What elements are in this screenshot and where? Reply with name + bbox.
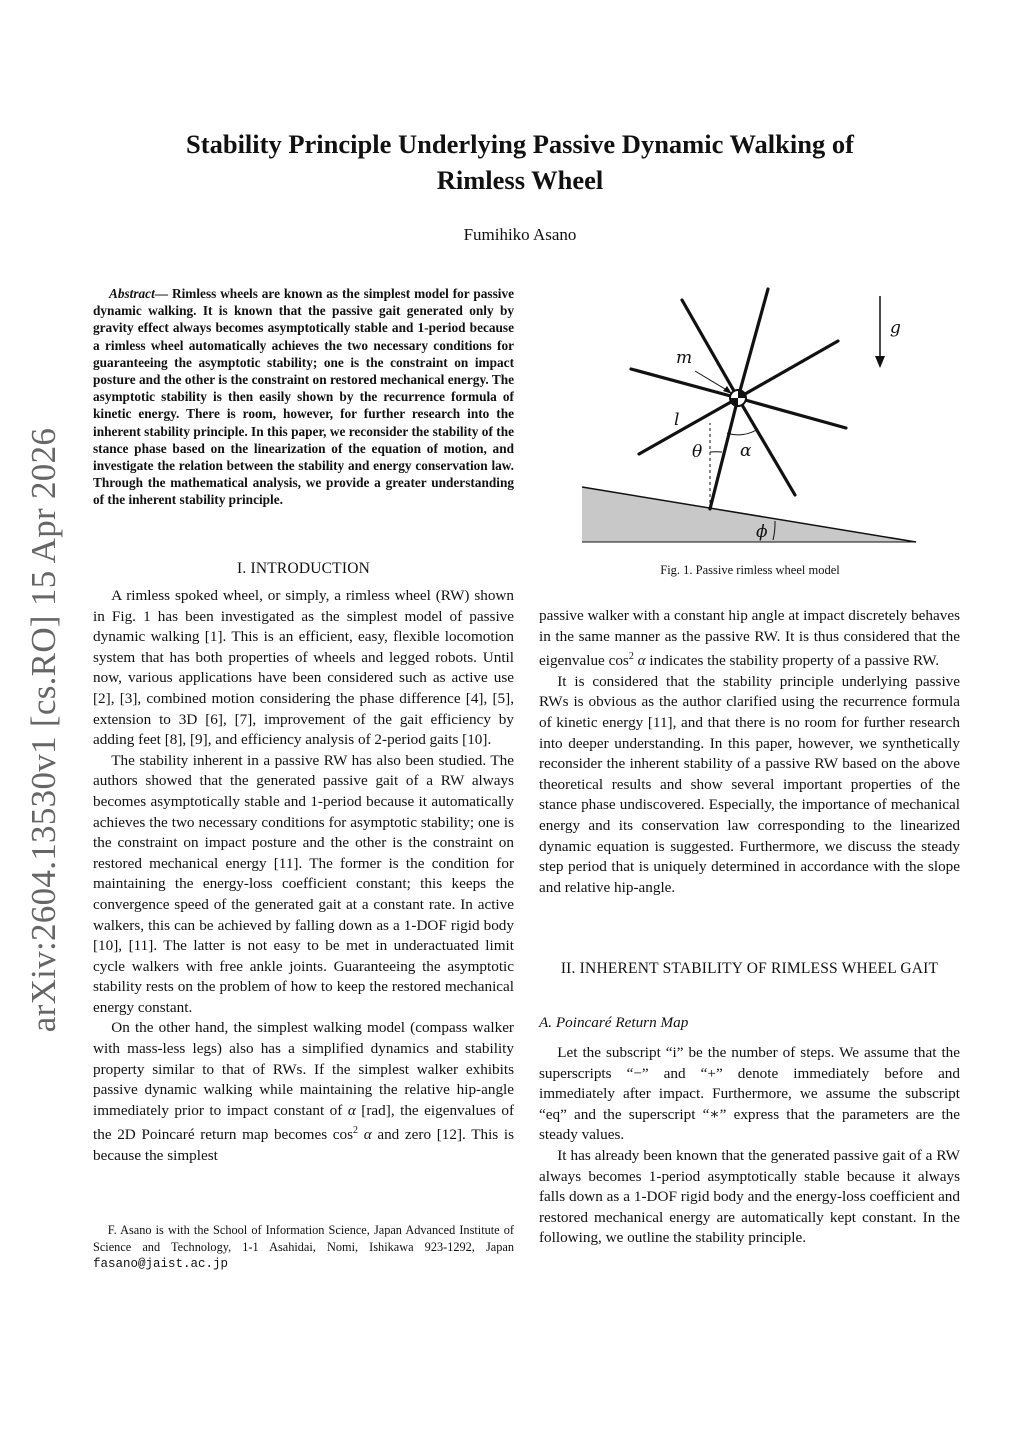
footnote bbox=[93, 1222, 514, 1273]
right-paragraph-3: Let the subscript “i” be the number of steps. We assume that the superscripts “−” and “+” denote immediately before and immediately after impact. Furthermore, we assume the subscript “eq” and the superscript “∗” express that the parameters are the steady values. bbox=[539, 1044, 960, 1144]
intro-paragraph-2: The stability inherent in a passive RW has also been studied. The authors showed that the generated passive gait of a RW always becomes asymptotically stable and 1-period because it automatically achieves the two necessary conditions for asymptotic stability; one is the constraint on impact posture and the other is the constraint on restored mechanical energy [11]. The former is the condition for maintaining the energy-loss coefficient constant; this keeps the convergence speed of the generated gait at a constant rate. In active walkers, this can be achieved by falling down as a 1-DOF rigid body [10], [11]. The latter is not easy to be met in underactuated limit cycle walkers with free ankle joints. Guaranteeing the asymptotic stability rests on the problem of how to keep the restored mechanical energy constant. bbox=[93, 751, 514, 1016]
right-p1-text-b: indicates the stability property of a passive RW. bbox=[645, 652, 940, 670]
right-column-body bbox=[539, 606, 960, 898]
section-1-title: I. INTRODUCTION bbox=[236, 560, 370, 577]
subsection-a-title: A. Poincaré Return Map bbox=[539, 1014, 689, 1031]
intro-paragraph-3 bbox=[93, 1018, 514, 1166]
footnote-text: F. Asano is with the School of Information Science, Japan Advanced Institute of Science and Technology, 1-1 Asahidai, Nomi, Ishikawa 923-1292, Japan bbox=[93, 1223, 514, 1254]
alpha-arc bbox=[727, 429, 758, 435]
arxiv-id: arXiv:2604.13530v1 [cs.RO] 15 Apr 2026 bbox=[24, 427, 63, 1033]
label-l: l bbox=[674, 410, 680, 430]
section-2-body bbox=[539, 1043, 960, 1249]
intro-paragraph-1: A rimless spoked wheel, or simply, a rimless wheel (RW) shown in Fig. 1 has been investigated as the simplest model of passive dynamic walking [1]. This is an efficient, easy, flexible locomotion system that has both properties of wheels and legged robots. Until now, various applications have been considered such as active use [2], [3], combined motion considering the phase difference [4], [5], extension to 3D [6], [7], improvement of the gait efficiency by adding feet [8], [9], and efficiency analysis of 2-period gaits [10]. bbox=[93, 587, 514, 749]
intro-p3-text-a: On the other hand, the simplest walking model (compass walker with mass-less legs) also has a simplified dynamics and stability property similar to that of RWs. If the simplest walker exhibits passive dynamic walking while maintaining the relative hip-angle immediately prior to impact constant of bbox=[93, 1019, 514, 1119]
intro-body bbox=[93, 586, 514, 1167]
superscript-2: 2 bbox=[353, 1125, 359, 1137]
label-m: m bbox=[676, 348, 693, 368]
mass-quadrant bbox=[730, 398, 738, 406]
author: Fumihiko Asano bbox=[463, 225, 577, 244]
rimless-wheel-figure bbox=[570, 278, 930, 550]
right-paragraph-4: It has already been known that the generated passive gait of a RW always becomes 1-period asymptotically stable because it always falls down as a 1-DOF rigid body and the energy-loss coefficient and restored mechanical energy are automatically kept constant. In the following, we outline the stability principle. bbox=[539, 1146, 960, 1247]
title-line-2: Rimless Wheel bbox=[436, 165, 604, 195]
spoke bbox=[631, 369, 738, 398]
spoke-stance bbox=[710, 398, 738, 509]
right-paragraph-1 bbox=[539, 606, 960, 672]
spoke bbox=[738, 341, 838, 398]
arxiv-sidebar bbox=[24, 420, 64, 1040]
section-2-title: II. INHERENT STABILITY OF RIMLESS WHEEL GAIT bbox=[560, 960, 939, 977]
mass-quadrant bbox=[738, 390, 746, 398]
abstract-label: Abstract bbox=[108, 286, 155, 301]
gravity-arrowhead bbox=[875, 356, 885, 368]
intro-p3-text-b: [rad], the eigenvalues of the 2D Poincaré return map becomes bbox=[93, 1101, 514, 1144]
abstract-text: — Rimless wheels are known as the simplest model for passive dynamic walking. It is known that the passive gait generated only by gravity effect always becomes asymptotically stable and 1-period because a rimless wheel automatically achieves the two necessary conditions for guaranteeing the asymptotic stability; one is the constraint on impact posture and the other is the constraint on restored mechanical energy. The asymptotic stability is then easily shown by the recurrence formula of kinetic energy. There is room, however, for further research into the inherent stability principle. In this paper, we reconsider the stability of the stance phase based on the linearization of the equation of motion, and investigate the relation between the stability and energy conservation law. Through the mathematical analysis, we provide a greater understanding of the inherent stability principle. bbox=[93, 286, 514, 508]
superscript-2: 2 bbox=[628, 651, 634, 663]
figure-caption: Fig. 1. Passive rimless wheel model bbox=[660, 563, 840, 577]
label-phi: ϕ bbox=[756, 522, 768, 542]
label-alpha: α bbox=[740, 441, 752, 461]
footnote-email: fasano@jaist.ac.jp bbox=[93, 1257, 229, 1271]
cos-symbol: cos bbox=[332, 1126, 354, 1144]
alpha-symbol: α bbox=[637, 652, 646, 670]
paper-title bbox=[120, 126, 920, 198]
alpha-symbol: α bbox=[347, 1101, 356, 1119]
intro-p3-text-c: and zero [12]. This is because the simplest bbox=[93, 1126, 514, 1165]
spoke bbox=[639, 398, 738, 454]
title-line-1: Stability Principle Underlying Passive Dynamic Walking of bbox=[186, 129, 854, 159]
alpha-symbol: α bbox=[363, 1126, 372, 1144]
cos-symbol: cos bbox=[608, 652, 629, 670]
abstract bbox=[93, 285, 514, 509]
right-paragraph-2: It is considered that the stability principle underlying passive RWs is obvious as the author clarified using the recurrence formula of kinetic energy [11], and that there is no room for further research into deeper understanding. In this paper, however, we synthetically reconsider the inherent stability of a passive RW based on the above theoretical results and show several important properties of the stance phase undiscovered. Especially, the importance of mechanical energy and its conservation law corresponding to the linearized dynamic equation is suggested. Furthermore, we discuss the steady step period that is uniquely determined in accordance with the slope and relative hip-angle. bbox=[539, 672, 960, 896]
label-g: g bbox=[890, 318, 901, 338]
right-p1-text-a: passive walker with a constant hip angle at impact discretely behaves in the same manner as the passive RW. It is thus considered that the eigenvalue bbox=[539, 607, 960, 670]
label-theta: θ bbox=[692, 442, 703, 462]
